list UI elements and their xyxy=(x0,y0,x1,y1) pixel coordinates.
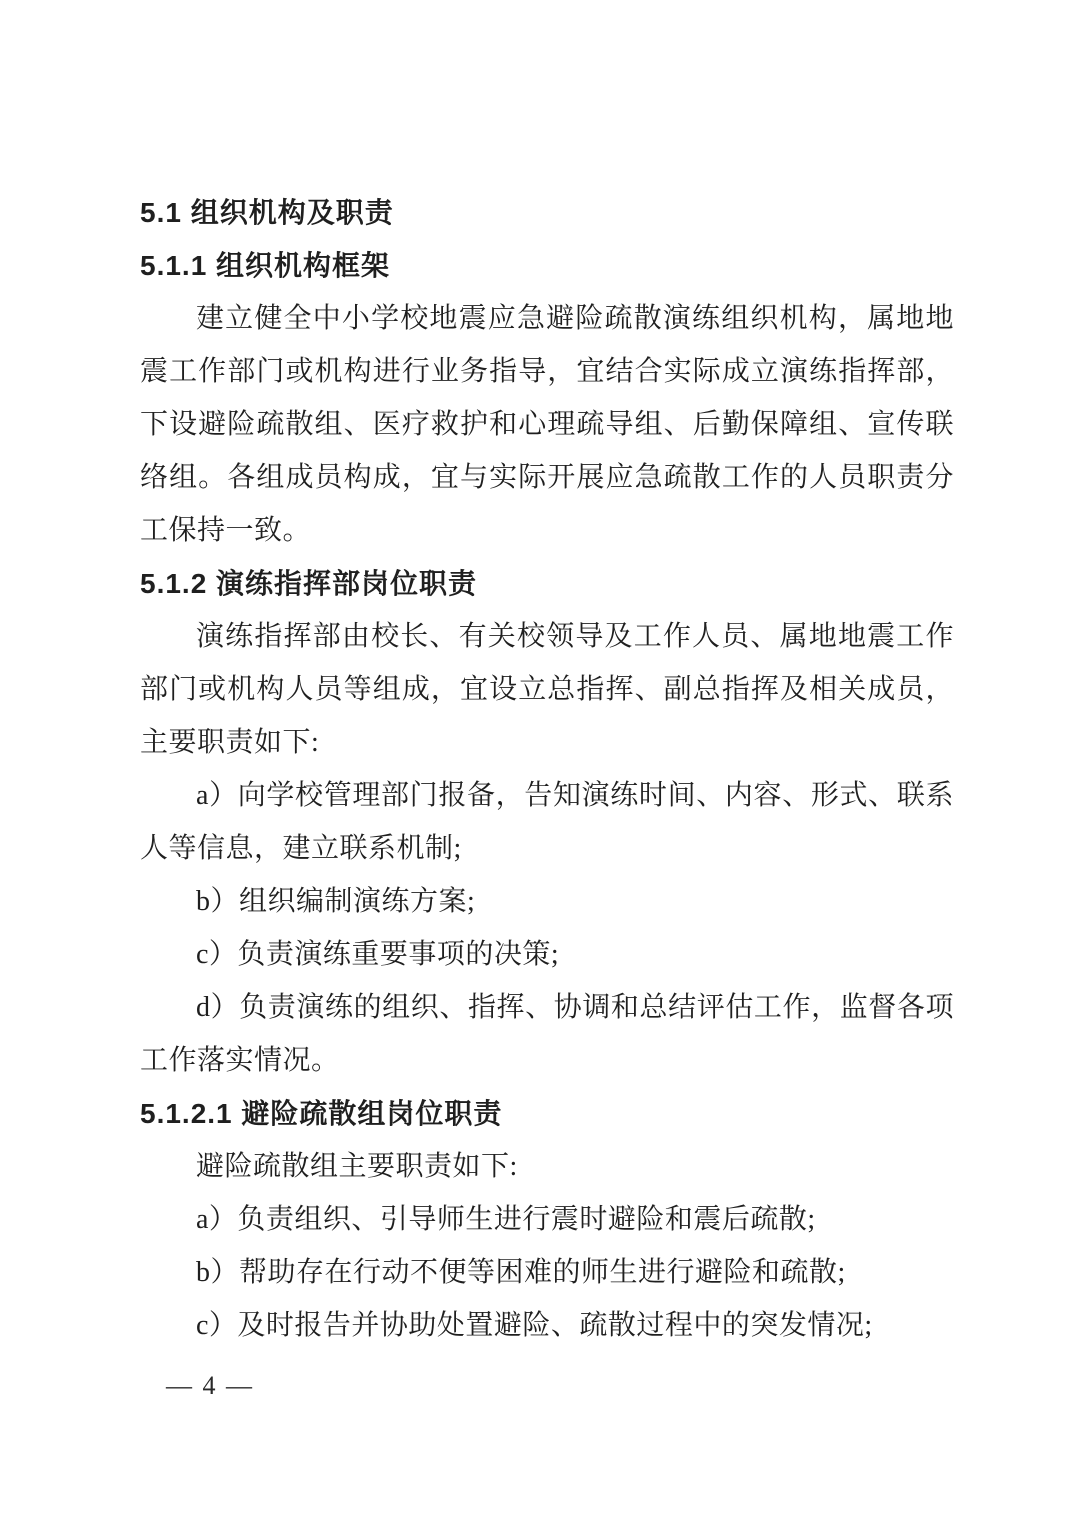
paragraph: c）负责演练重要事项的决策; xyxy=(196,939,560,970)
page-number: — 4 — xyxy=(166,1371,254,1400)
paragraph: 建立健全中小学校地震应急避险疏散演练组织机构，属地地震工作部门或机构进行业务指导，宜结合实际成立演练指挥部，下设避险疏散组、医疗救护和心理疏导组、后勤保障组、宣传联络组。各组成员构成，宜与实际开展应急疏散工作的人员职责分工保持一致。 xyxy=(140,303,954,546)
paragraph: b）帮助存在行动不便等困难的师生进行避险和疏散; xyxy=(196,1257,846,1288)
document-body xyxy=(140,186,954,1352)
paragraph: 避险疏散组主要职责如下: xyxy=(196,1151,518,1182)
paragraph: b）组织编制演练方案; xyxy=(196,886,476,917)
section-heading: 5.1.1 组织机构框架 xyxy=(140,250,391,281)
section-heading: 5.1.2 演练指挥部岗位职责 xyxy=(140,568,478,599)
section-heading: 5.1 组织机构及职责 xyxy=(140,197,394,228)
section-heading: 5.1.2.1 避险疏散组岗位职责 xyxy=(140,1098,503,1129)
paragraph: d）负责演练的组织、指挥、协调和总结评估工作，监督各项工作落实情况。 xyxy=(140,992,954,1076)
paragraph: c）及时报告并协助处置避险、疏散过程中的突发情况; xyxy=(196,1310,873,1341)
paragraph: a）负责组织、引导师生进行震时避险和震后疏散; xyxy=(196,1204,816,1235)
paragraph: 演练指挥部由校长、有关校领导及工作人员、属地地震工作部门或机构人员等组成，宜设立总指挥、副总指挥及相关成员，主要职责如下: xyxy=(140,621,954,758)
paragraph: a）向学校管理部门报备，告知演练时间、内容、形式、联系人等信息，建立联系机制; xyxy=(140,780,954,864)
